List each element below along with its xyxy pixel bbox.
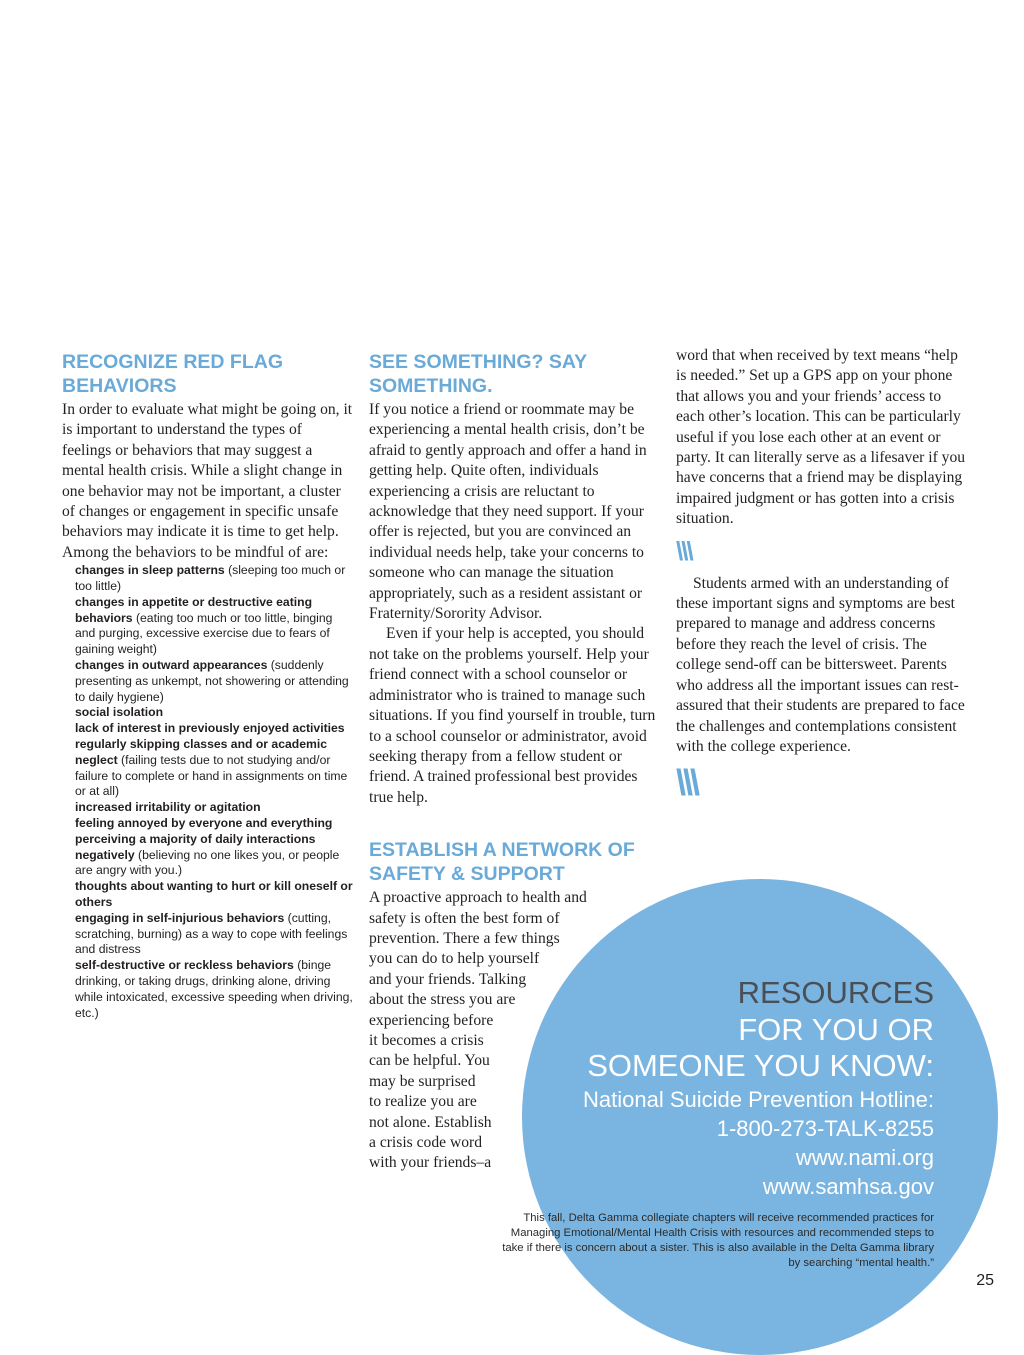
list-item: changes in appetite or destructive eating behaviors (eating too much or too little, binging and purging, excessive exercise due to fears of gaining weight)	[75, 594, 333, 657]
list-item: regularly skipping classes and or academic neglect (failing tests due to not studying and/or failure to complete or hand in assignments on time or at all)	[75, 737, 348, 799]
hotline-label: National Suicide Prevention Hotline:	[583, 1086, 934, 1112]
heading-see-something: SEE SOMETHING? SAY SOMETHING.	[369, 351, 587, 397]
network-line: it becomes a crisis	[369, 1031, 484, 1049]
network-line: not alone. Establish	[369, 1113, 492, 1131]
continued-paragraph-2: Students armed with an understanding of these important signs and symptoms are best prepared to manage and address concerns before they reach the level of crisis. The college send-off can be bittersweet. Parents who address all the important issues can rest-assured that their students are prepared to face the challenges and contemplations consistent with the college experience.	[676, 574, 965, 755]
network-line: may be surprised	[369, 1072, 476, 1090]
hotline-number: 1-800-273-TALK-8255	[716, 1115, 934, 1141]
network-line: with your friends–a	[369, 1154, 492, 1172]
network-line: can be helpful. You	[369, 1052, 490, 1070]
network-line: prevention. There a few things	[369, 929, 560, 947]
heading-establish-network: ESTABLISH A NETWORK OF SAFETY & SUPPORT	[369, 839, 635, 886]
link-samhsa[interactable]: www.samhsa.gov	[762, 1173, 934, 1199]
list-item: feeling annoyed by everyone and everything	[75, 816, 333, 830]
network-line: to realize you are	[369, 1093, 477, 1111]
network-line: safety is often the best form of	[369, 909, 560, 927]
column-red-flags	[62, 350, 354, 1021]
list-item: self-destructive or reckless behaviors (binge drinking, or taking drugs, drinking alone, driving while intoxicated, excessive speeding when driving, etc.)	[75, 958, 353, 1020]
resources-title-line-3: SOMEONE YOU KNOW:	[587, 1048, 934, 1083]
network-line: A proactive approach to health and	[369, 889, 587, 907]
see-something-paragraph-1: If you notice a friend or roommate may be experiencing a mental health crisis, don’t be afraid to gently approach and offer a hand in getting help. Quite often, individuals experiencing a crisis are reluctant to acknowledge that they need support. If your offer is rejected, but you are convinced an individual needs help, take your concerns to someone who can manage the situation appropriately, such as a resident assistant or Fraternity/Sorority Advisor.	[369, 401, 647, 623]
list-item: changes in outward appearances (suddenly presenting as unkempt, not showering or attending to daily hygiene)	[75, 658, 349, 704]
list-item: changes in sleep patterns (sleeping too much or too little)	[75, 563, 346, 594]
list-item: perceiving a majority of daily interactions negatively (believing no one likes you, or people are angry with you.)	[75, 831, 340, 878]
red-flag-list	[62, 563, 354, 1021]
list-item: social isolation	[75, 705, 164, 720]
network-line: a crisis code word	[369, 1134, 483, 1151]
resources-title-line-1: RESOURCES	[737, 975, 934, 1010]
resources-title-line-2: FOR YOU OR	[738, 1011, 934, 1047]
list-item: engaging in self-injurious behaviors (cutting, scratching, burning) as a way to cope with feelings and distress	[75, 910, 348, 957]
quote-slashes-large-icon: \\\	[676, 762, 698, 804]
resources-note: This fall, Delta Gamma collegiate chapters will receive recommended practices for Managing Emotional/Mental Health Crisis with resources and recommended steps to take if there is concern about a sister. This is also available in the Delta Gamma library by searching “mental health.”	[502, 1211, 934, 1270]
link-nami[interactable]: www.nami.org	[795, 1144, 934, 1170]
continued-paragraph-1: word that when received by text means “help is needed.” Set up a GPS app on your phone that allows you and your friends’ access to each other’s location. This can be particularly useful if you lose each other at an event or party. It can literally serve as a lifesaver if you have concerns that a friend may be displaying impaired judgment or has gotten into a crisis situation.	[676, 347, 966, 528]
resources-block	[494, 975, 934, 1272]
red-flags-intro: In order to evaluate what might be going on, it is important to understand the types of feelings or behaviors that may suggest a mental health crisis. While a slight change in one behavior may not be important, a cluster of changes or engagement in specific unsafe behaviors may indicate it is time to get help. Among the behaviors to be mindful of are:	[62, 401, 353, 561]
see-something-paragraph-2: Even if your help is accepted, you should not take on the problems yourself. Help your friend connect with a school counselor or administrator who is trained to manage such situations. If you find yourself in trouble, turn to a school counselor or administrator, avoid seeking therapy from a fellow student or friend. A trained professional best provides true help.	[369, 625, 656, 806]
heading-red-flag-behaviors: RECOGNIZE RED FLAG BEHAVIORS	[62, 351, 284, 397]
network-line: you can do to help yourself	[369, 950, 540, 968]
network-line: about the stress you are	[369, 991, 516, 1009]
network-line: experiencing before	[369, 1011, 494, 1029]
column-continued	[676, 346, 968, 804]
network-line: and your friends. Talking	[369, 970, 527, 988]
list-item: thoughts about wanting to hurt or kill oneself or others	[75, 879, 353, 909]
page-number: 25	[976, 1272, 994, 1289]
quote-slashes-small-icon: \\\	[676, 535, 692, 566]
list-item: lack of interest in previously enjoyed activities	[75, 721, 345, 736]
list-item: increased irritability or agitation	[75, 800, 261, 815]
